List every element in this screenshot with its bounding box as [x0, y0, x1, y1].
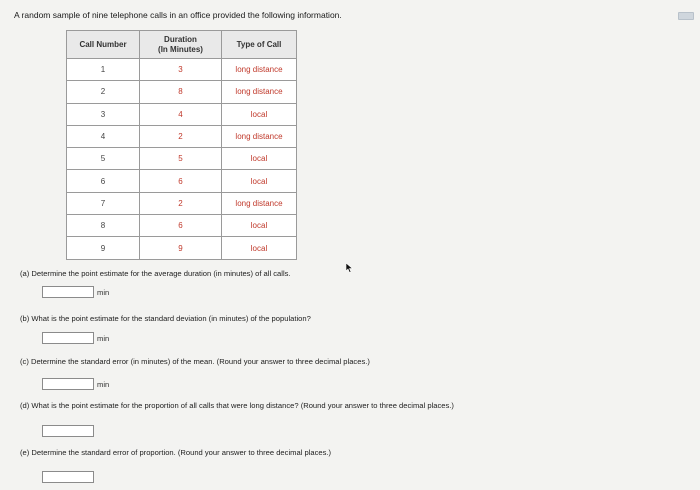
cell-call-type: local	[222, 215, 297, 237]
cell-call-type: local	[222, 148, 297, 170]
cell-call-type: long distance	[222, 192, 297, 214]
cell-duration: 8	[140, 81, 222, 103]
answer-a-input[interactable]	[42, 286, 94, 298]
table-row	[67, 59, 297, 81]
cell-call-number: 7	[67, 192, 140, 214]
cell-duration: 2	[140, 125, 222, 147]
cell-duration: 4	[140, 103, 222, 125]
question-c: (c) Determine the standard error (in minutes) of the mean. (Round your answer to three decimal places.)	[20, 357, 370, 366]
answer-d-input[interactable]	[42, 425, 94, 437]
cell-duration: 5	[140, 148, 222, 170]
cell-call-number: 9	[67, 237, 140, 259]
header-call-number: Call Number	[67, 31, 140, 59]
table-row	[67, 192, 297, 214]
cell-duration: 6	[140, 170, 222, 192]
cell-call-number: 4	[67, 125, 140, 147]
cell-call-number: 2	[67, 81, 140, 103]
answer-a-unit: min	[97, 288, 110, 297]
table-row	[67, 125, 297, 147]
header-duration-line2: (In Minutes)	[158, 44, 203, 54]
cell-duration: 2	[140, 192, 222, 214]
calls-table	[66, 30, 297, 260]
cell-call-type: local	[222, 103, 297, 125]
question-e: (e) Determine the standard error of proportion. (Round your answer to three decimal places.)	[20, 448, 332, 457]
header-type: Type of Call	[222, 31, 297, 59]
table-row	[67, 148, 297, 170]
cell-call-number: 1	[67, 59, 140, 81]
cell-call-type: long distance	[222, 125, 297, 147]
cell-call-number: 5	[67, 148, 140, 170]
cell-call-type: long distance	[222, 59, 297, 81]
question-d: (d) What is the point estimate for the proportion of all calls that were long distance? (Round your answer to three decimal places.)	[20, 401, 454, 410]
table-row	[67, 103, 297, 125]
answer-b-unit: min	[97, 334, 110, 343]
table-row	[67, 215, 297, 237]
answer-c-unit: min	[97, 380, 110, 389]
answer-c-input[interactable]	[42, 378, 94, 390]
cell-duration: 6	[140, 215, 222, 237]
cell-call-number: 6	[67, 170, 140, 192]
cell-call-type: local	[222, 237, 297, 259]
cell-call-number: 8	[67, 215, 140, 237]
table-row	[67, 170, 297, 192]
question-a: (a) Determine the point estimate for the average duration (in minutes) of all calls.	[20, 269, 291, 278]
cell-duration: 3	[140, 59, 222, 81]
cell-call-type: local	[222, 170, 297, 192]
cell-call-type: long distance	[222, 81, 297, 103]
corner-badge-icon	[678, 12, 694, 20]
question-b: (b) What is the point estimate for the standard deviation (in minutes) of the population?	[20, 314, 311, 323]
header-duration	[140, 31, 222, 59]
header-duration-line1: Duration	[164, 34, 197, 44]
cell-duration: 9	[140, 237, 222, 259]
table-header-row	[67, 31, 297, 59]
table-row	[67, 81, 297, 103]
answer-b-input[interactable]	[42, 332, 94, 344]
mouse-cursor-icon	[346, 263, 353, 273]
table-row	[67, 237, 297, 259]
answer-e-input[interactable]	[42, 471, 94, 483]
problem-intro: A random sample of nine telephone calls in an office provided the following information.	[14, 10, 342, 20]
cell-call-number: 3	[67, 103, 140, 125]
